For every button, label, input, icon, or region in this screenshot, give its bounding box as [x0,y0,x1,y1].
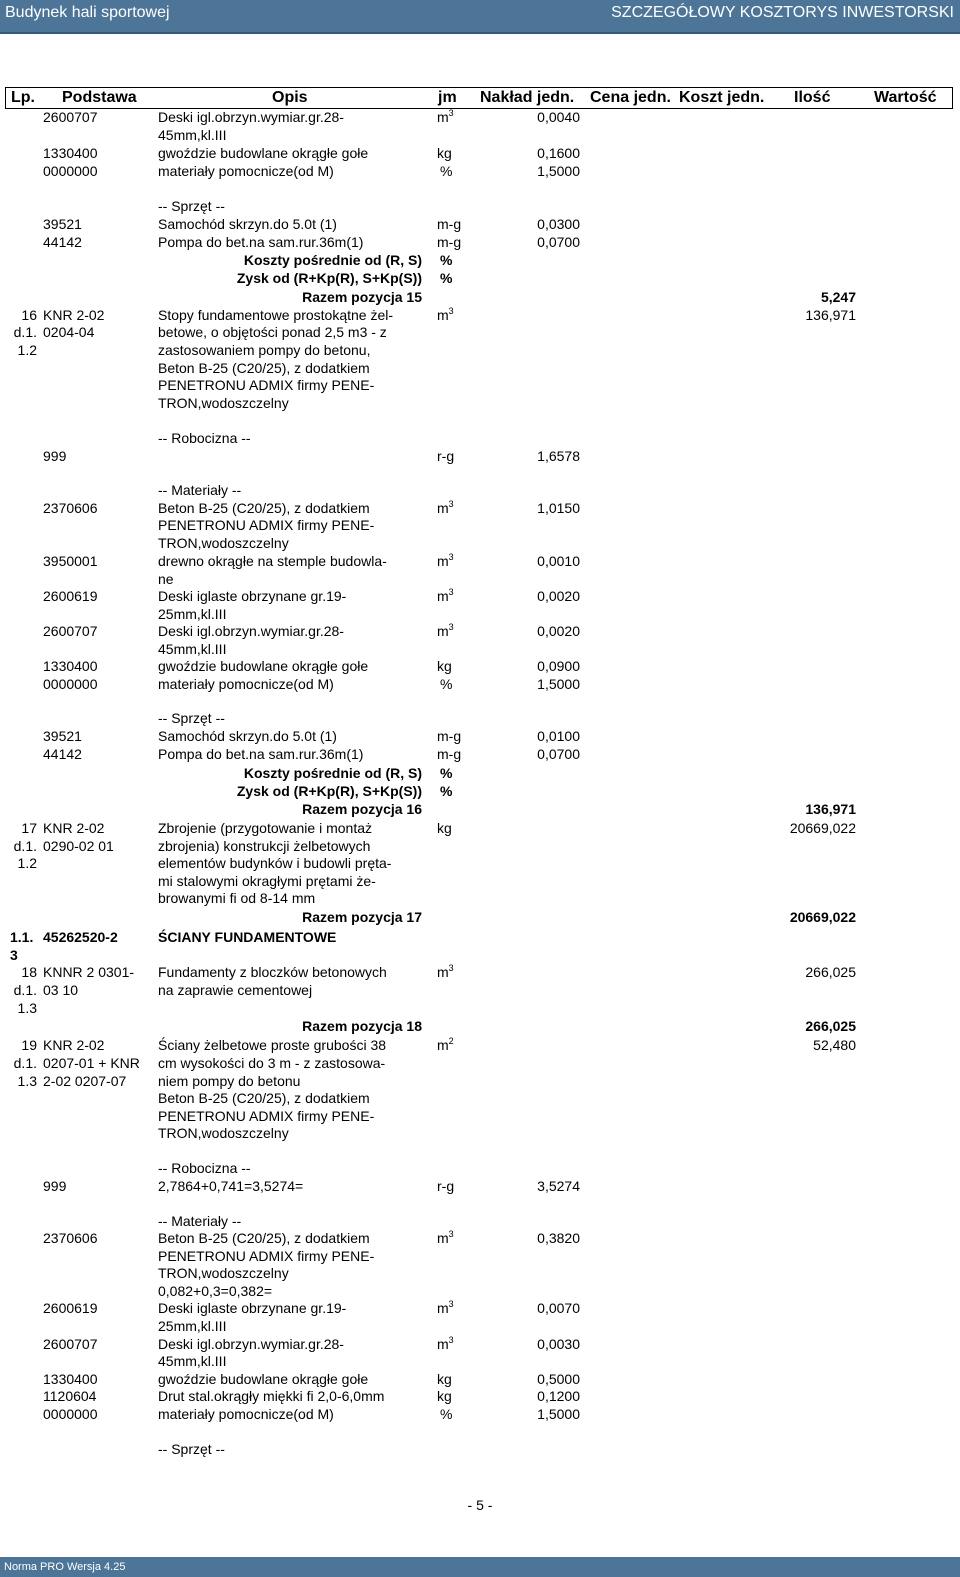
unit: kg [437,820,452,836]
unit: $m^3$ [437,306,454,323]
position-description: zastosowaniem pompy do betonu, [158,342,371,358]
material-name: gwoździe budowlane okrągłe gołe [158,1371,369,1387]
col-jm: jm [438,89,457,106]
unit: $m^3$ [437,499,454,516]
document-type: SZCZEGÓŁOWY KOSZTORYS INWESTORSKI [611,4,954,21]
nakład-value: 0,0020 [537,588,580,604]
nakład-value: 3,5274 [537,1178,580,1194]
unit: % [440,783,453,799]
position-description: zbrojenia) konstrukcji żelbetowych [158,838,371,854]
position-description: na zaprawie cementowej [158,982,313,998]
material-name: Beton B-25 (C20/25), z dodatkiem [158,500,370,516]
material-name: materiały pomocnicze(od M) [158,163,334,179]
position-description: Fundamenty z bloczków betonowych [158,964,387,980]
material-code: 3950001 [43,553,98,569]
material-name: materiały pomocnicze(od M) [158,676,334,692]
material-name: gwoździe budowlane okrągłe gołe [158,145,369,161]
position-basis: KNR 2-02 [43,1037,105,1053]
position-ref: 1.3 [17,1000,37,1016]
material-code: 0000000 [43,676,98,692]
subtotal-value: 5,247 [820,289,856,305]
nakład-value: 0,1200 [537,1388,580,1404]
material-code: 2600707 [43,1336,98,1352]
quantity: 52,480 [813,1037,856,1053]
position-description: TRON,wodoszczelny [158,395,289,411]
material-name: Deski iglaste obrzynane gr.19- [158,1300,347,1316]
material-name-cont: 25mm,kl.III [158,606,227,622]
calculation-note: 2,7864+0,741=3,5274= [158,1178,304,1194]
position-basis: 2-02 0207-07 [43,1073,127,1089]
material-code: 2600707 [43,109,98,125]
material-name-cont: TRON,wodoszczelny [158,1265,289,1281]
equipment-code: 39521 [43,728,82,744]
position-ref: 1.3 [17,1073,37,1089]
material-name-cont: ne [158,571,174,587]
unit: kg [437,658,452,674]
equipment-code: 44142 [43,234,82,250]
position-description: betowe, o objętości ponad 2,5 m3 - z [158,324,387,340]
unit: % [440,163,453,179]
position-basis: 03 10 [43,982,79,998]
quantity: 136,971 [805,307,856,323]
unit: m-g [437,746,462,762]
equipment-name: Pompa do bet.na sam.rur.36m(1) [158,234,364,250]
section-label: -- Sprzęt -- [158,710,225,726]
equipment-code: 44142 [43,746,82,762]
subtotal-label: Razem pozycja 16 [302,801,422,817]
position-number: 17 [21,820,37,836]
profit-label: Zysk od (R+Kp(R), S+Kp(S)) [236,783,422,799]
page-footer [0,1557,960,1577]
col-opis: Opis [272,89,308,106]
col-lp: Lp. [11,89,35,106]
col-naklad: Nakład jedn. [480,89,575,106]
quantity: 266,025 [805,964,856,980]
subtotal-label: Razem pozycja 17 [302,909,422,925]
section-label: -- Robocizna -- [158,1160,251,1176]
nakład-value: 0,0010 [537,553,580,569]
subtotal-label: Razem pozycja 18 [302,1018,422,1034]
material-name-cont: PENETRONU ADMIX firmy PENE- [158,517,375,533]
equipment-name: Samochód skrzyn.do 5.0t (1) [158,216,337,232]
page-number: - 5 - [467,1497,493,1513]
section-label: -- Materiały -- [158,1213,242,1229]
section-label: -- Sprzęt -- [158,198,225,214]
material-code: 1330400 [43,145,98,161]
nakład-value: 0,0070 [537,1300,580,1316]
position-number: 18 [21,964,37,980]
subtotal-label: Razem pozycja 15 [302,289,422,305]
nakład-value: 0,0900 [537,658,580,674]
unit: % [440,676,453,692]
material-name: Deski igl.obrzyn.wymiar.gr.28- [158,1336,344,1352]
position-ref: d.1. [13,324,37,340]
labor-code: 999 [43,1178,67,1194]
nakład-value: 1,5000 [537,1406,580,1422]
position-description: PENETRONU ADMIX firmy PENE- [158,377,375,393]
quantity: 20669,022 [789,820,856,836]
unit: % [440,1406,453,1422]
material-name-cont: 45mm,kl.III [158,127,227,143]
unit: kg [437,1371,452,1387]
nakład-value: 0,1600 [537,145,580,161]
position-ref: 1.2 [17,855,37,871]
material-name-cont: 45mm,kl.III [158,1353,227,1369]
unit: $m^3$ [437,622,454,639]
unit: m-g [437,728,462,744]
position-description: Stopy fundamentowe prostokątne żel- [158,307,394,323]
material-code: 1330400 [43,658,98,674]
position-description: browanymi fi od 8-14 mm [158,890,316,906]
unit: r-g [437,448,455,464]
position-description: Beton B-25 (C20/25), z dodatkiem [158,360,370,376]
position-description: PENETRONU ADMIX firmy PENE- [158,1108,375,1124]
unit: $m^3$ [437,1299,454,1316]
material-name-cont: 45mm,kl.III [158,641,227,657]
position-ref: 1.2 [17,342,37,358]
unit: kg [437,145,452,161]
material-code: 2370606 [43,1230,98,1246]
nakład-value: 1,5000 [537,163,580,179]
col-koszt: Koszt jedn. [679,89,765,106]
subtotal-value: 266,025 [805,1018,856,1034]
table-header [5,87,953,109]
section-label: -- Robocizna -- [158,430,251,446]
labor-code: 999 [43,448,67,464]
section-number: 1.1. [10,929,34,945]
material-code: 2600619 [43,1300,98,1316]
material-code: 1120604 [43,1388,97,1404]
col-cena: Cena jedn. [590,89,671,106]
position-ref: d.1. [13,1055,37,1071]
section-number-cont: 3 [10,947,18,963]
material-name: Beton B-25 (C20/25), z dodatkiem [158,1230,370,1246]
position-number: 16 [21,307,37,323]
nakład-value: 0,0030 [537,1336,580,1352]
position-ref: d.1. [13,982,37,998]
nakład-value: 0,5000 [537,1371,580,1387]
position-description: niem pompy do betonu [158,1073,301,1089]
material-code: 2600619 [43,588,98,604]
nakład-value: 0,0100 [537,728,580,744]
section-title: ŚCIANY FUNDAMENTOWE [158,929,337,945]
equipment-name: Pompa do bet.na sam.rur.36m(1) [158,746,364,762]
position-description: Zbrojenie (przygotowanie i montaż [158,820,372,836]
nakład-value: 0,0020 [537,623,580,639]
position-description: cm wysokości do 3 m - z zastosowa- [158,1055,386,1071]
unit: $m^3$ [437,1229,454,1246]
material-code: 1330400 [43,1371,98,1387]
unit: $m^3$ [437,963,454,980]
material-name-cont: PENETRONU ADMIX firmy PENE- [158,1248,375,1264]
position-description: mi stalowymi okragłymi prętami że- [158,873,376,889]
overhead-label: Koszty pośrednie od (R, S) [243,252,422,268]
unit: m-g [437,234,462,250]
page-header [0,0,960,32]
nakład-value: 1,6578 [537,448,580,464]
profit-label: Zysk od (R+Kp(R), S+Kp(S)) [236,270,422,286]
material-code: 0000000 [43,1406,98,1422]
unit: kg [437,1388,452,1404]
section-label: -- Materiały -- [158,482,242,498]
position-description: Beton B-25 (C20/25), z dodatkiem [158,1090,370,1106]
position-basis: 0207-01 + KNR [43,1055,140,1071]
position-description: elementów budynków i budowli pręta- [158,855,392,871]
document-title: Budynek hali sportowej [5,4,170,21]
position-number: 19 [21,1037,37,1053]
nakład-value: 0,0300 [537,216,580,232]
nakład-value: 0,0700 [537,746,580,762]
subtotal-value: 20669,022 [789,909,856,925]
equipment-name: Samochód skrzyn.do 5.0t (1) [158,728,337,744]
material-name: Deski iglaste obrzynane gr.19- [158,588,347,604]
position-description: TRON,wodoszczelny [158,1125,289,1141]
nakład-value: 0,3820 [537,1230,580,1246]
material-name-cont: TRON,wodoszczelny [158,535,289,551]
position-basis: KNR 2-02 [43,307,105,323]
nakład-value: 1,5000 [537,676,580,692]
nakład-value: 1,0150 [537,500,580,516]
section-code: 45262520-2 [43,929,118,945]
unit: $m^3$ [437,108,454,125]
col-ilosc: Ilość [794,89,831,106]
unit: $m^3$ [437,1335,454,1352]
col-podstawa: Podstawa [62,89,137,106]
material-name: Drut stal.okrągły miękki fi 2,0-6,0mm [158,1388,385,1404]
overhead-label: Koszty pośrednie od (R, S) [243,765,422,781]
unit: % [440,765,453,781]
unit: $m^3$ [437,587,454,604]
unit: % [440,270,453,286]
material-name: gwoździe budowlane okrągłe gołe [158,658,369,674]
unit: r-g [437,1178,455,1194]
nakład-value: 0,0700 [537,234,580,250]
col-wartosc: Wartość [874,89,937,106]
subtotal-value: 136,971 [805,801,856,817]
calculation-note: 0,082+0,3=0,382= [158,1283,273,1299]
material-name: materiały pomocnicze(od M) [158,1406,334,1422]
position-ref: d.1. [13,838,37,854]
material-name: drewno okrągłe na stemple budowla- [158,553,387,569]
header-divider [0,32,960,34]
equipment-code: 39521 [43,216,82,232]
position-basis: KNNR 2 0301- [43,964,135,980]
unit: $m^3$ [437,552,454,569]
section-label: -- Sprzęt -- [158,1441,225,1457]
position-basis: KNR 2-02 [43,820,105,836]
nakład-value: 0,0040 [537,109,580,125]
position-basis: 0204-04 [43,324,95,340]
material-code: 0000000 [43,163,98,179]
material-name: Deski igl.obrzyn.wymiar.gr.28- [158,623,344,639]
material-name-cont: 25mm,kl.III [158,1318,227,1334]
material-code: 2600707 [43,623,98,639]
software-version: Norma PRO Wersja 4.25 [4,1561,126,1573]
position-description: Ściany żelbetowe proste grubości 38 [158,1037,387,1053]
material-name: Deski igl.obrzyn.wymiar.gr.28- [158,109,344,125]
unit: % [440,252,453,268]
unit: m-g [437,216,462,232]
material-code: 2370606 [43,500,98,516]
unit: $m^2$ [437,1036,454,1053]
position-basis: 0290-02 01 [43,838,114,854]
